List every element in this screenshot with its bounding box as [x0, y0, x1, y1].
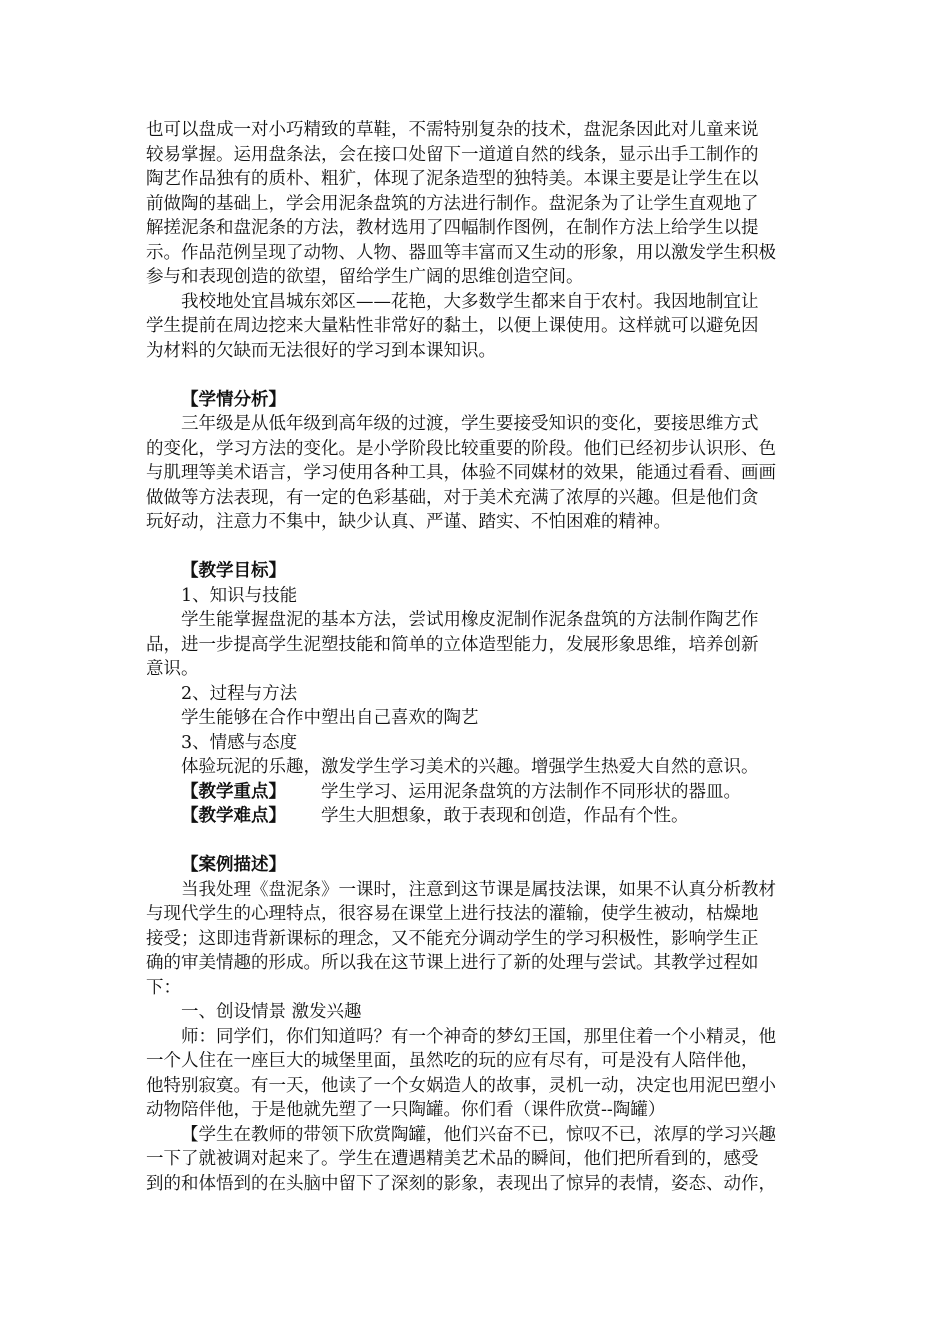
text-line: 三年级是从低年级到高年级的过渡，学生要接受知识的变化，要接思维方式 — [181, 414, 759, 434]
goal-item-title: 2、过程与方法 — [181, 683, 298, 704]
text-line: 学生提前在周边挖来大量粘性非常好的黏土，以便上课使用。这样就可以避免因 — [146, 316, 759, 336]
key-point-row — [146, 780, 806, 805]
intro-paragraph — [146, 118, 806, 290]
case-section — [146, 853, 806, 1196]
document-body — [146, 118, 806, 1196]
text-line: 他特别寂寞。有一天，他读了一个女娲造人的故事，灵机一动，决定也用泥巴塑小 — [146, 1075, 776, 1096]
text-line: 参与和表现创造的欲望，留给学生广阔的思维创造空间。 — [146, 267, 584, 287]
text-line: 学生能掌握盘泥的基本方法，尝试用橡皮泥制作泥条盘筑的方法制作陶艺作 — [181, 610, 759, 630]
key-point-label: 【教学重点】 — [181, 781, 286, 802]
school-paragraph — [146, 290, 806, 364]
step-title: 一、创设情景 激发兴趣 — [181, 1002, 362, 1022]
text-line: 前做陶的基础上，学会用泥条盘筑的方法进行制作。盘泥条为了让学生直观地了 — [146, 193, 759, 214]
section-heading: 【教学目标】 — [181, 561, 286, 581]
text-line: 做做等方法表现，有一定的色彩基础，对于美术充满了浓厚的兴趣。但是他们贪 — [146, 487, 759, 508]
text-line: 也可以盘成一对小巧精致的草鞋，不需特别复杂的技术，盘泥条因此对儿童来说 — [146, 120, 759, 140]
spacer — [146, 535, 806, 560]
text-line: 解搓泥条和盘泥条的方法，教材选用了四幅制作图例，在制作方法上给学生以提 — [146, 218, 759, 238]
text-line: 一个人住在一座巨大的城堡里面，虽然吃的玩的应有尽有，可是没有人陪伴他， — [146, 1051, 759, 1071]
text-line: 动物陪伴他，于是他就先塑了一只陶罐。你们看（课件欣赏--陶罐） — [146, 1100, 666, 1120]
analysis-section — [146, 388, 806, 535]
text-line: 的变化，学习方法的变化。是小学阶段比较重要的阶段。他们已经初步认识形、色 — [146, 438, 776, 459]
text-line: 接受；这即违背新课标的理念，又不能充分调动学生的学习积极性，影响学生正 — [146, 928, 759, 949]
section-heading: 【学情分析】 — [181, 389, 286, 410]
spacer — [146, 363, 806, 388]
difficulty-label: 【教学难点】 — [181, 806, 286, 826]
key-point-text: 学生学习、运用泥条盘筑的方法制作不同形状的器皿。 — [321, 781, 741, 802]
text-line: 较易掌握。运用盘条法，会在接口处留下一道道自然的线条，显示出手工制作的 — [146, 144, 759, 165]
goal-item-title: 1、知识与技能 — [181, 585, 298, 606]
text-line: 我校地处宜昌城东郊区——花艳，大多数学生都来自于农村。我因地制宜让 — [181, 291, 759, 312]
goal-item-title: 3、情感与态度 — [181, 732, 298, 753]
text-line: 【学生在教师的带领下欣赏陶罐，他们兴奋不已，惊叹不已，浓厚的学习兴趣 — [181, 1124, 776, 1145]
text-line: 确的审美情趣的形成。所以我在这节课上进行了新的处理与尝试。其教学过程如 — [146, 953, 759, 973]
goals-section — [146, 559, 806, 829]
text-line: 示。作品范例呈现了动物、人物、器皿等丰富而又生动的形象，用以激发学生积极 — [146, 242, 776, 263]
text-line: 为材料的欠缺而无法很好的学习到本课知识。 — [146, 340, 496, 361]
text-line: 当我处理《盘泥条》一课时，注意到这节课是属技法课，如果不认真分析教材 — [181, 879, 776, 900]
text-line: 玩好动，注意力不集中，缺少认真、严谨、踏实、不怕困难的精神。 — [146, 512, 671, 532]
spacer — [146, 829, 806, 854]
text-line: 与现代学生的心理特点，很容易在课堂上进行技法的灌输，使学生被动，枯燥地 — [146, 904, 759, 924]
text-line: 师：同学们，你们知道吗？有一个神奇的梦幻王国，那里住着一个小精灵，他 — [181, 1026, 776, 1047]
section-heading: 【案例描述】 — [181, 855, 286, 875]
difficulty-text: 学生大胆想象，敢于表现和创造，作品有个性。 — [321, 806, 689, 826]
text-line: 陶艺作品独有的质朴、粗犷，体现了泥条造型的独特美。本课主要是让学生在以 — [146, 169, 759, 189]
text-line: 到的和体悟到的在头脑中留下了深刻的影象，表现出了惊异的表情，姿态、动作， — [146, 1173, 776, 1194]
text-line: 意识。 — [146, 659, 199, 679]
text-line: 一下了就被调对起来了。学生在遭遇精美艺术品的瞬间，他们把所看到的，感受 — [146, 1149, 759, 1169]
text-line: 学生能够在合作中塑出自己喜欢的陶艺 — [181, 708, 479, 728]
text-line: 体验玩泥的乐趣，激发学生学习美术的兴趣。增强学生热爱大自然的意识。 — [181, 757, 759, 777]
text-line: 与肌理等美术语言，学习使用各种工具，体验不同媒材的效果，能通过看看、画画 — [146, 463, 776, 483]
text-line: 下： — [146, 977, 181, 998]
difficulty-row — [146, 804, 806, 829]
text-line: 品，进一步提高学生泥塑技能和简单的立体造型能力，发展形象思维，培养创新 — [146, 634, 759, 655]
